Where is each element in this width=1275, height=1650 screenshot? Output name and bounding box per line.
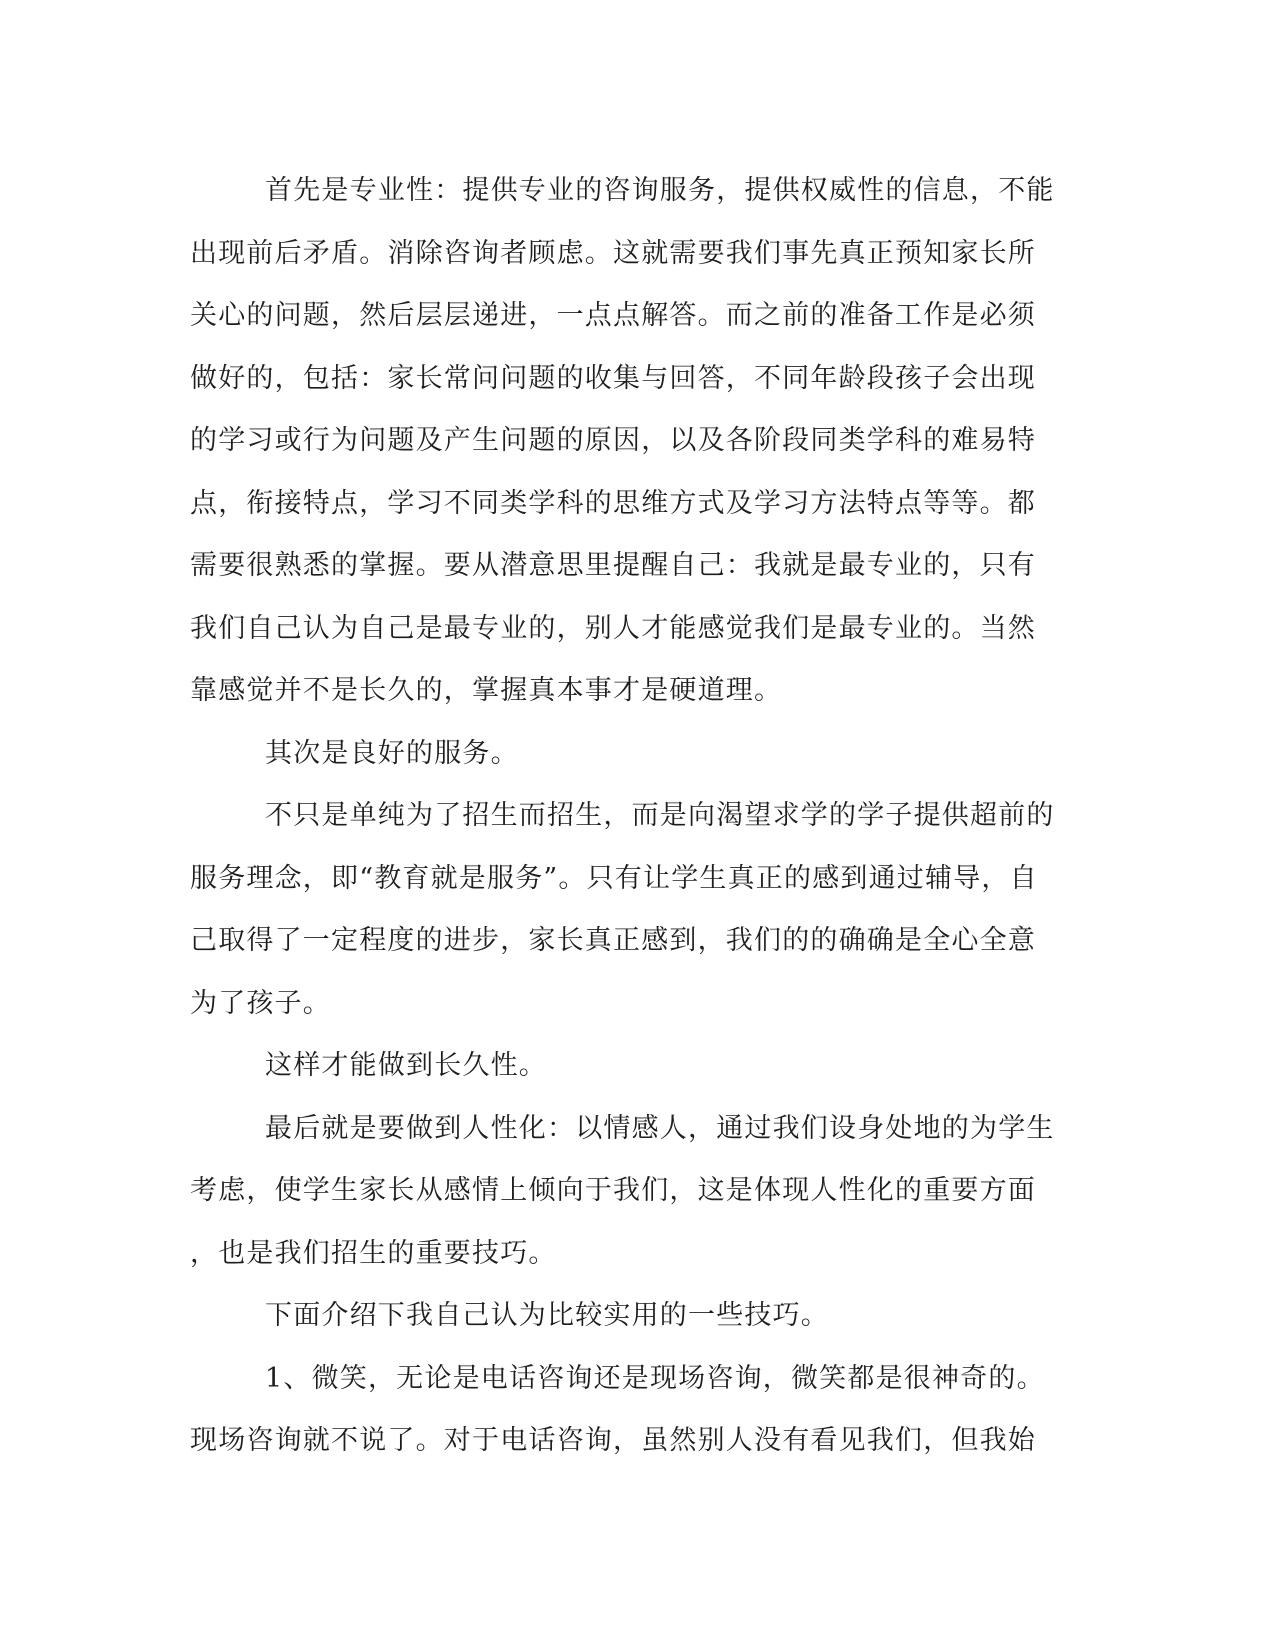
text-line-16: 最后就是要做到人性化：以情感人，通过我们设身处地的为学生 [265,1112,1055,1144]
text-line-5: 的学习或行为问题及产生问题的原因，以及各阶段同类学科的难易特 [190,425,1036,456]
text-line-20: 1、微笑，无论是电话咨询还是现场咨询，微笑都是很神奇的。 [265,1362,1045,1394]
text-line-17: 考虑，使学生家长从感情上倾向于我们，这是体现人性化的重要方面 [190,1175,1036,1206]
text-line-10: 其次是良好的服务。 [265,737,519,769]
text-line-4: 做好的，包括：家长常问问题的收集与回答，不同年龄段孩子会出现 [190,362,1036,394]
text-line-21: 现场咨询就不说了。对于电话咨询，虽然别人没有看见我们，但我始 [190,1425,1036,1456]
text-line-11: 不只是单纯为了招生而招生，而是向渴望求学的学子提供超前的 [265,800,1055,831]
text-line-8: 我们自己认为自己是最专业的，别人才能感觉我们是最专业的。当然 [190,612,1036,644]
text-line-19: 下面介绍下我自己认为比较实用的一些技巧。 [265,1300,829,1331]
text-line-3: 关心的问题，然后层层递进，一点点解答。而之前的准备工作是必须 [190,300,1036,331]
text-line-13: 己取得了一定程度的进步，家长真正感到，我们的的确确是全心全意 [190,925,1036,956]
text-line-9: 靠感觉并不是长久的，掌握真本事才是硬道理。 [190,675,783,706]
text-line-2: 出现前后矛盾。消除咨询者顾虑。这就需要我们事先真正预知家长所 [190,237,1036,269]
text-line-7: 需要很熟悉的掌握。要从潜意思里提醒自己：我就是最专业的，只有 [190,550,1036,581]
text-line-14: 为了孩子。 [190,987,331,1019]
text-line-1: 首先是专业性：提供专业的咨询服务，提供权威性的信息，不能 [265,175,1055,206]
text-line-15: 这样才能做到长久性。 [265,1050,547,1081]
text-line-18: ，也是我们招生的重要技巧。 [190,1237,557,1269]
text-line-12: 服务理念，即“教育就是服务”。只有让学生真正的感到通过辅导，自 [190,862,1038,894]
text-line-6: 点，衔接特点，学习不同类学科的思维方式及学习方法特点等等。都 [190,487,1036,519]
document-body [190,160,1090,1473]
